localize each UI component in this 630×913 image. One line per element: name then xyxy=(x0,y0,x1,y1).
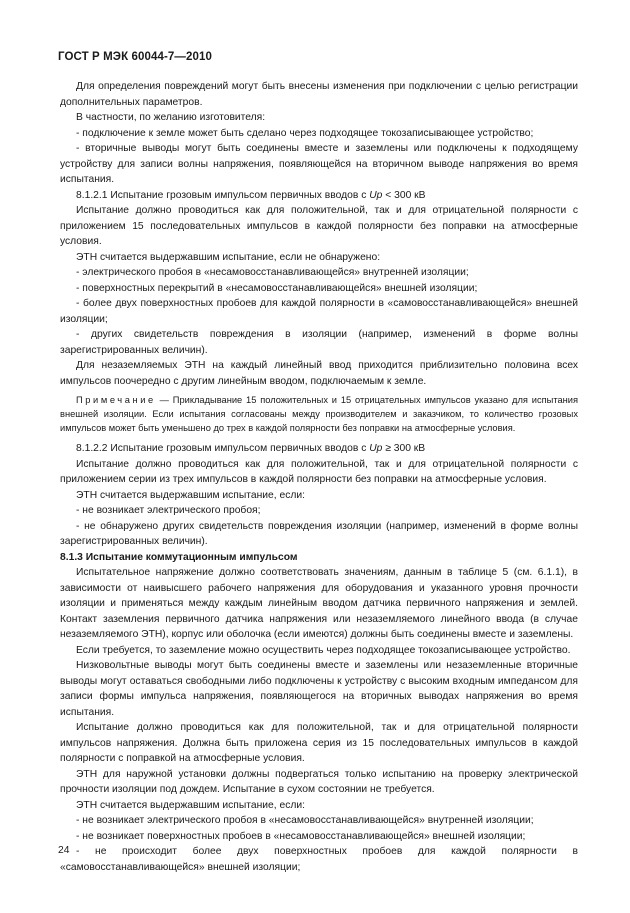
paragraph: Низковольтные выводы могут быть соединены вместе и заземлены или незаземленные вторичные выводы могут оставаться свободными либо подключены к устройству с высоким входным импедансом для записи формы импульса напряжения, появляющегося на вторичных выводах напряжения во время испытания. xyxy=(60,660,578,718)
page-header: ГОСТ Р МЭК 60044-7—2010 xyxy=(58,51,212,63)
document-body xyxy=(60,79,578,875)
paragraph: - не возникает поверхностных пробоев в «несамовосстанавливающейся» внешней изоляции; xyxy=(76,830,526,842)
paragraph-part: < 300 кВ xyxy=(382,189,426,201)
paragraph: - не обнаружено других свидетельств повреждения изоляции (например, изменений в форме волны зарегистрированных величин). xyxy=(60,520,578,548)
paragraph: Испытание должно проводиться как для положительной, так и для отрицательной полярности импульсов напряжения. Должна быть приложена серия из 15 последовательных импульсов в каждой полярности с поправкой на атмосферные условия. xyxy=(60,722,578,765)
paragraph: ЭТН для наружной установки должны подвергаться только испытанию на проверку электрической прочности изоляции под дождем. Испытание в сухом состоянии не требуется. xyxy=(60,768,578,796)
paragraph: - поверхностных перекрытий в «несамовосстанавливающейся» внешней изоляции; xyxy=(76,282,478,294)
paragraph-part: ≥ 300 кВ xyxy=(382,443,426,455)
paragraph: Испытание должно проводиться как для положительной, так и для отрицательной полярности с приложением серии из трех импульсов в каждой полярности без поправки на атмосферные условия. xyxy=(60,458,578,486)
paragraph: - других свидетельств повреждения в изоляции (например, изменений в форме волны зарегистрированных величин). xyxy=(60,329,578,356)
paragraph: ЭТН считается выдержавшим испытание, если не обнаружено: xyxy=(76,251,381,263)
note-paragraph xyxy=(60,394,578,435)
paragraph: - более двух поверхностных пробоев для каждой полярности в «самовосстанавливающейся» внешней изоляции; xyxy=(60,298,578,325)
paragraph: ЭТН считается выдержавшим испытание, если: xyxy=(76,489,305,501)
page-number: 24 xyxy=(58,845,70,856)
paragraph: - вторичные выводы могут быть соединены вместе и заземлены или подключены к подходящему устройству для записи волны напряжения, появляющейся на вторичном выводе напряжения во время испытания. xyxy=(60,143,578,185)
paragraph: Если требуется, то заземление можно осуществить через подходящее токозаписывающее устройство. xyxy=(76,644,571,656)
paragraph: Испытание должно проводиться как для положительной, так и для отрицательной полярности с приложением 15 последовательных импульсов в каждой полярности без поправки на атмосферные условия. xyxy=(60,205,578,247)
paragraph: - электрического пробоя в «несамовосстанавливающейся» внутренней изоляции; xyxy=(76,267,469,278)
variable-up: Up xyxy=(369,189,383,201)
paragraph: В частности, по желанию изготовителя: xyxy=(76,112,266,123)
variable-up: Up xyxy=(369,443,383,455)
paragraph: - не возникает электрического пробоя в «несамовосстанавливающейся» внутренней изоляции; xyxy=(76,815,534,827)
note-label: Примечание xyxy=(76,395,156,405)
paragraph-part: 8.1.2.1 Испытание грозовым импульсом первичных вводов с xyxy=(76,189,370,201)
paragraph: ЭТН считается выдержавшим испытание, если: xyxy=(76,799,305,811)
paragraph: Для определения повреждений могут быть внесены изменения при подключении с целью регистрации дополнительных параметров. xyxy=(60,81,578,108)
paragraph: - подключение к земле может быть сделано через подходящее токозаписывающее устройство; xyxy=(76,127,534,139)
section-heading: 8.1.3 Испытание коммутационным импульсом xyxy=(60,551,298,563)
paragraph: Испытательное напряжение должно соответствовать значениям, данным в таблице 5 (см. 6.1.1), в зависимости от наивысшего рабочего напряжения для оборудования и указанного уровня прочности изоляции и применяться между каждым линейным вводом датчика первичного напряжения и землей. Контакт заземления первичного датчика напряжения или незаземляемого линейного ввода (в случае незаземляемого ЭТН), корпус или оболочка (если имеются) должны быть соединены вместе и заземлены. xyxy=(60,567,578,641)
paragraph: - не происходит более двух поверхностных пробоев для каждой полярности в «самовосстанавливающейся» внешней изоляции; xyxy=(60,846,578,873)
paragraph xyxy=(60,441,578,457)
note-text: — Прикладывание 15 положительных и 15 отрицательных импульсов указано для испытания внешней изоляции. Если испытания согласованы между производителем и заказчиком, то количество грозовых импульсов может быть уменьшено до трех в каждой полярности без поправки на атмосферные условия. xyxy=(60,395,578,433)
paragraph xyxy=(60,188,578,204)
paragraph-part: 8.1.2.2 Испытание грозовым импульсом первичных вводов с xyxy=(76,443,370,455)
paragraph: - не возникает электрического пробоя; xyxy=(76,505,261,517)
paragraph: Для незаземляемых ЭТН на каждый линейный ввод приходится приблизительно половина всех импульсов поочередно с другим линейным вводом, подключаемым к земле. xyxy=(60,360,578,387)
